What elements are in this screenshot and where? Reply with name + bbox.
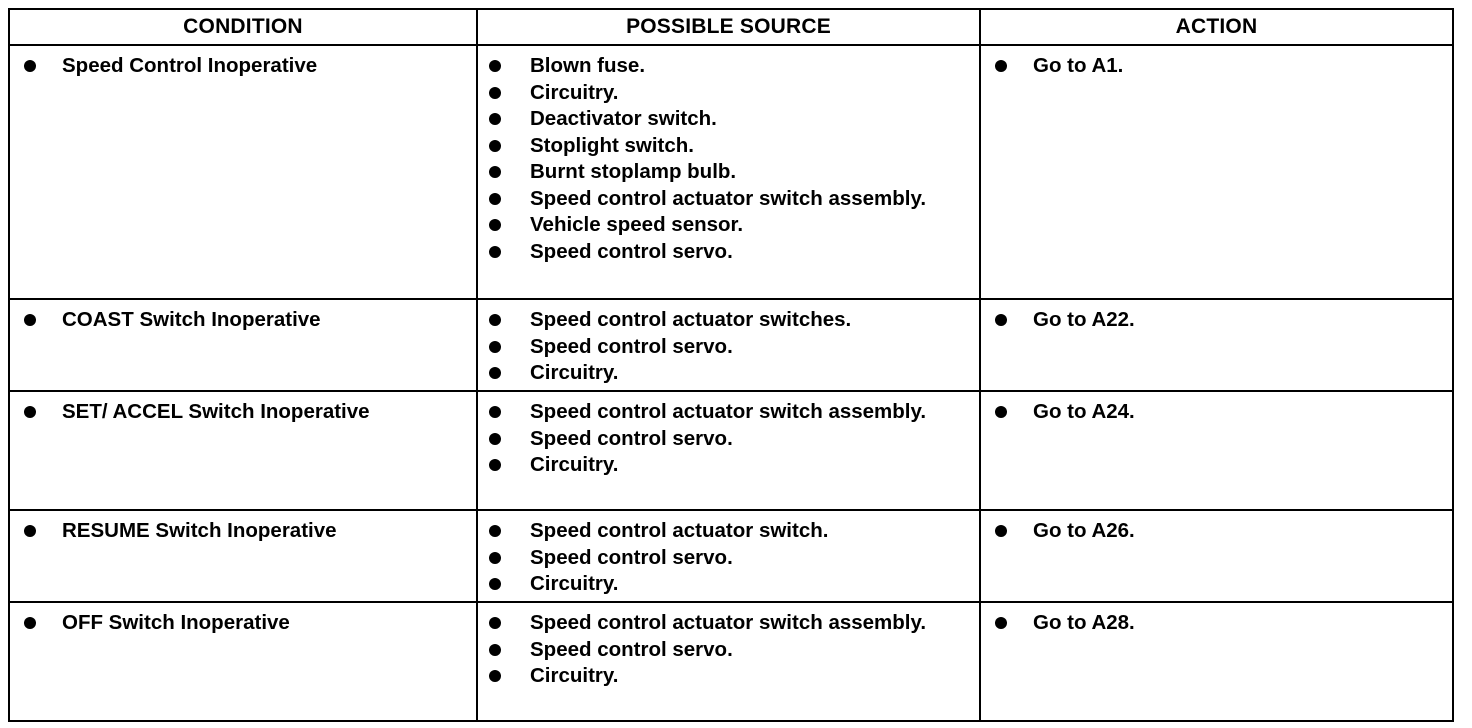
bullet-icon xyxy=(489,433,501,445)
source-text: Speed control actuator switch assembly. xyxy=(530,400,927,423)
source-item xyxy=(478,159,979,186)
source-text: Speed control servo. xyxy=(530,239,733,263)
action-item xyxy=(981,610,1452,637)
source-text: Vehicle speed sensor. xyxy=(530,213,744,236)
bullet-icon xyxy=(489,644,501,656)
action-text: Go to A26. xyxy=(1033,519,1135,542)
bullet-icon xyxy=(489,525,501,537)
source-text: Circuitry. xyxy=(530,572,619,595)
condition-cell xyxy=(9,602,477,721)
possible-source-cell xyxy=(477,510,980,602)
condition-text: SET/ ACCEL Switch Inoperative xyxy=(62,400,370,423)
source-text: Burnt stoplamp bulb. xyxy=(530,160,737,183)
bullet-icon xyxy=(489,617,501,629)
header-row xyxy=(9,9,1453,45)
source-text: Stoplight switch. xyxy=(530,133,694,157)
action-cell xyxy=(980,602,1453,721)
table-row xyxy=(9,510,1453,602)
action-item xyxy=(981,307,1452,334)
bullet-icon xyxy=(995,314,1007,326)
source-item xyxy=(478,360,979,387)
action-item xyxy=(981,399,1452,426)
bullet-icon xyxy=(995,406,1007,418)
condition-text: RESUME Switch Inoperative xyxy=(62,519,337,542)
table-row xyxy=(9,45,1453,299)
condition-cell xyxy=(9,510,477,602)
bullet-icon xyxy=(489,113,501,125)
header-possible-source: POSSIBLE SOURCE xyxy=(477,9,980,45)
bullet-icon xyxy=(24,314,36,326)
source-item xyxy=(478,518,979,545)
action-cell xyxy=(980,391,1453,510)
bullet-icon xyxy=(995,617,1007,629)
bullet-icon xyxy=(489,166,501,178)
action-cell xyxy=(980,45,1453,299)
source-item xyxy=(478,80,979,107)
action-cell xyxy=(980,510,1453,602)
action-text: Go to A22. xyxy=(1033,308,1135,331)
source-text: Circuitry. xyxy=(530,664,619,687)
source-item xyxy=(478,452,979,479)
possible-source-cell xyxy=(477,45,980,299)
source-text: Speed control actuator switch assembly. xyxy=(530,611,927,634)
source-text: Deactivator switch. xyxy=(530,107,717,130)
condition-item xyxy=(10,53,476,80)
source-item xyxy=(478,106,979,133)
source-text: Speed control servo. xyxy=(530,637,733,661)
possible-source-cell xyxy=(477,391,980,510)
source-text: Circuitry. xyxy=(530,453,619,476)
condition-text: OFF Switch Inoperative xyxy=(62,611,290,634)
source-item xyxy=(478,663,979,690)
source-text: Circuitry. xyxy=(530,80,619,104)
bullet-icon xyxy=(489,246,501,258)
condition-item xyxy=(10,399,476,426)
condition-item xyxy=(10,610,476,637)
source-item xyxy=(478,239,979,266)
condition-item xyxy=(10,518,476,545)
bullet-icon xyxy=(995,525,1007,537)
source-item xyxy=(478,307,979,334)
source-text: Blown fuse. xyxy=(530,54,646,77)
source-text: Speed control actuator switch assembly. xyxy=(530,186,927,210)
bullet-icon xyxy=(489,219,501,231)
possible-source-cell xyxy=(477,299,980,391)
possible-source-cell xyxy=(477,602,980,721)
bullet-icon xyxy=(489,140,501,152)
source-text: Speed control servo. xyxy=(530,545,733,569)
condition-cell xyxy=(9,299,477,391)
source-item xyxy=(478,610,979,637)
bullet-icon xyxy=(489,459,501,471)
source-item xyxy=(478,426,979,453)
bullet-icon xyxy=(489,314,501,326)
diagnosis-table xyxy=(8,8,1454,722)
action-text: Go to A1. xyxy=(1033,54,1124,77)
table-row xyxy=(9,391,1453,510)
condition-cell xyxy=(9,45,477,299)
bullet-icon xyxy=(489,60,501,72)
table-row xyxy=(9,602,1453,721)
bullet-icon xyxy=(489,193,501,205)
source-text: Speed control servo. xyxy=(530,334,733,358)
condition-text: COAST Switch Inoperative xyxy=(62,308,321,331)
bullet-icon xyxy=(24,60,36,72)
source-text: Circuitry. xyxy=(530,361,619,384)
source-item xyxy=(478,637,979,664)
source-text: Speed control actuator switches. xyxy=(530,308,852,331)
bullet-icon xyxy=(489,670,501,682)
bullet-icon xyxy=(489,406,501,418)
action-item xyxy=(981,518,1452,545)
bullet-icon xyxy=(489,341,501,353)
source-item xyxy=(478,212,979,239)
condition-text: Speed Control Inoperative xyxy=(62,54,318,77)
bullet-icon xyxy=(489,578,501,590)
header-condition: CONDITION xyxy=(9,9,477,45)
bullet-icon xyxy=(489,552,501,564)
action-cell xyxy=(980,299,1453,391)
action-text: Go to A24. xyxy=(1033,400,1135,423)
source-item xyxy=(478,133,979,160)
bullet-icon xyxy=(24,525,36,537)
table-row xyxy=(9,299,1453,391)
source-item xyxy=(478,571,979,598)
condition-item xyxy=(10,307,476,334)
bullet-icon xyxy=(24,406,36,418)
source-text: Speed control actuator switch. xyxy=(530,519,829,542)
action-text: Go to A28. xyxy=(1033,611,1135,634)
source-item xyxy=(478,545,979,572)
action-item xyxy=(981,53,1452,80)
condition-cell xyxy=(9,391,477,510)
source-item xyxy=(478,186,979,213)
source-item xyxy=(478,53,979,80)
bullet-icon xyxy=(24,617,36,629)
bullet-icon xyxy=(489,87,501,99)
diagnosis-chart xyxy=(8,8,1452,716)
source-text: Speed control servo. xyxy=(530,426,733,450)
source-item xyxy=(478,399,979,426)
bullet-icon xyxy=(489,367,501,379)
header-action: ACTION xyxy=(980,9,1453,45)
source-item xyxy=(478,334,979,361)
bullet-icon xyxy=(995,60,1007,72)
